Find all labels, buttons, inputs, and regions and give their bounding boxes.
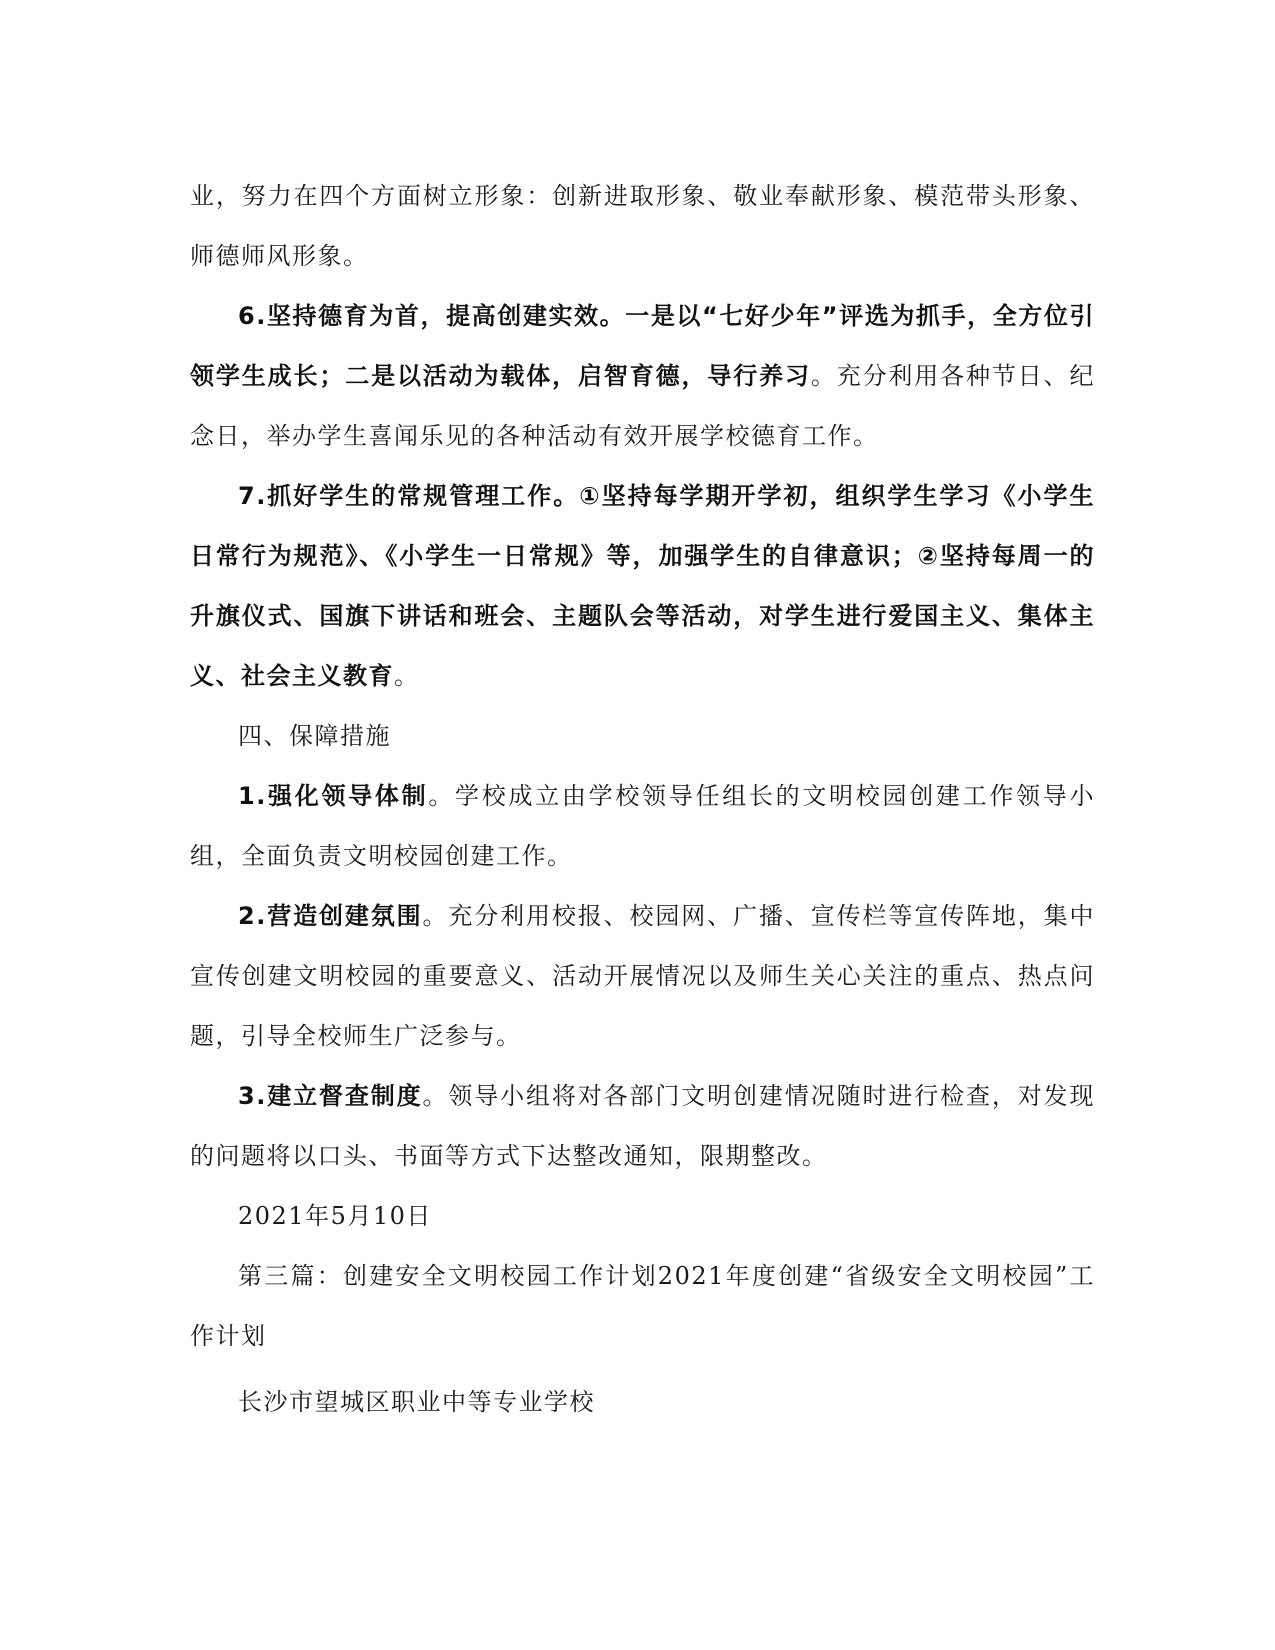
document-body xyxy=(190,166,1095,1432)
paragraph-bold-text: 6.坚持德育为首，提高创建实效。一是以“七好少年”评选为抓手，全方位引领学生成长；二是以活动为载体，启智育德，导行养习 xyxy=(190,302,1095,390)
paragraph-text: 。 xyxy=(394,662,420,690)
date-text: 2021年5月10日 xyxy=(238,1202,432,1230)
paragraph-text: 业，努力在四个方面树立形象：创新进取形象、敬业奉献形象、模范带头形象、师德师风形象。 xyxy=(190,182,1095,270)
paragraph-text: 。充分利用校报、校园网、广播、宣传栏等宣传阵地，集中宣传创建文明校园的重要意义、活动开展情况以及师生关心关注的重点、热点问题，引导全校师生广泛参与。 xyxy=(190,902,1095,1050)
paragraph-routine-management xyxy=(190,466,1095,706)
school-name xyxy=(190,1372,1095,1432)
document-date xyxy=(190,1186,1095,1246)
section-heading-safeguards xyxy=(190,706,1095,766)
article-title-text: 第三篇：创建安全文明校园工作计划2021年度创建“省级安全文明校园”工作计划 xyxy=(190,1262,1095,1350)
paragraph-atmosphere xyxy=(190,886,1095,1066)
paragraph-bold-text: 1.强化领导体制 xyxy=(238,782,429,810)
paragraph-supervision xyxy=(190,1066,1095,1186)
school-name-text: 长沙市望城区职业中等专业学校 xyxy=(238,1388,595,1416)
paragraph-bold-heading: 7.抓好学生的常规管理工作 xyxy=(238,482,554,510)
paragraph-bold-text: 2.营造创建氛围 xyxy=(238,902,423,930)
paragraph-moral-education xyxy=(190,286,1095,466)
section-heading-text: 四、保障措施 xyxy=(238,722,391,750)
paragraph-bold-text: 3.建立督查制度 xyxy=(238,1082,423,1110)
paragraph-image-building xyxy=(190,166,1095,286)
paragraph-bold-text: 。①坚持每学期开学初，组织学生学习《小学生日常行为规范》、《小学生一日常规》等，加强学生的自律意识；②坚持每周一的升旗仪式、国旗下讲话和班会、主题队会等活动，对学生进行爱国主义、集体主义、社会主义教育 xyxy=(190,482,1095,690)
paragraph-text: 。领导小组将对各部门文明创建情况随时进行检查，对发现的问题将以口头、书面等方式下达整改通知，限期整改。 xyxy=(190,1082,1095,1170)
paragraph-text: 。学校成立由学校领导任组长的文明校园创建工作领导小组，全面负责文明校园创建工作。 xyxy=(190,782,1095,870)
paragraph-leadership xyxy=(190,766,1095,886)
paragraph-third-article-title xyxy=(190,1246,1095,1366)
paragraph-text: 。充分利用各种节日、纪念日，举办学生喜闻乐见的各种活动有效开展学校德育工作。 xyxy=(190,362,1096,450)
